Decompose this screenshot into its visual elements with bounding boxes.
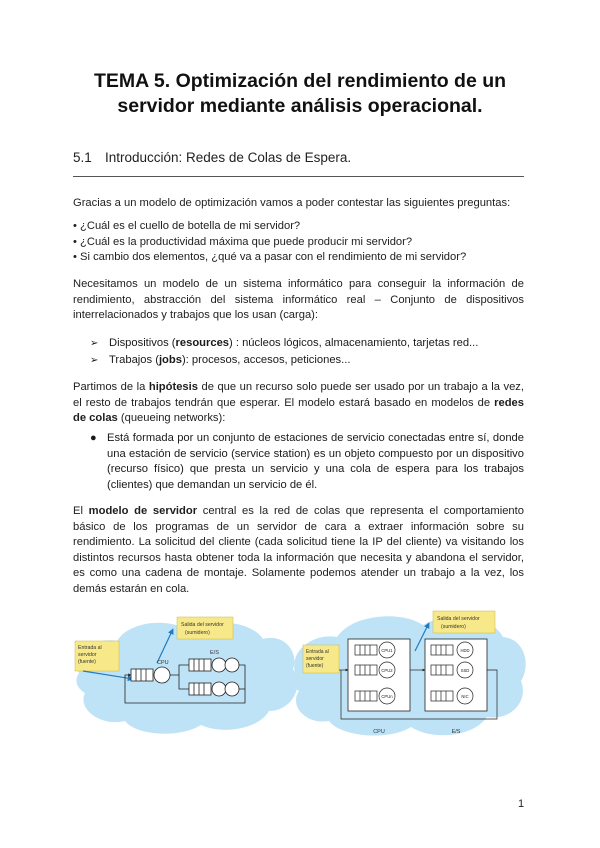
sink-label-line: (sumidero): [441, 624, 466, 630]
title-line-2: servidor mediante análisis operacional.: [117, 95, 483, 117]
cpu-queue: [131, 669, 153, 681]
sink-label-line: Salida del servidor: [181, 622, 224, 628]
cpu-server-label: CPUn: [381, 694, 393, 699]
question-item: • ¿Cuál es la productividad máxima que puede producir mi servidor?: [73, 235, 413, 248]
io-label: E/S: [210, 650, 219, 656]
io-queue: [189, 683, 211, 695]
question-item: • ¿Cuál es el cuello de botella de mi servidor?: [73, 220, 301, 232]
source-label-line: servidor: [78, 652, 97, 658]
cpu-server: [154, 667, 170, 683]
io-server: [225, 658, 239, 672]
source-label-line: (fuente): [78, 659, 96, 665]
source-label-line: servidor: [306, 656, 324, 662]
queueing-network-figure: [73, 603, 528, 749]
source-label-line: Entrada al: [78, 645, 102, 651]
disk-server-label: NIC: [461, 694, 469, 699]
definition-bullet: ● Está formada por un conjunto de estaciones de servicio conectadas entre sí, donde una estación de servicio (service station) es un objeto compuesto por un dispositivo (recurso físico) que presta un servicio y una cola de espera para los trabajos (clientes) que demandan un servicio de él.: [90, 432, 524, 491]
title-line-1: TEMA 5. Optimización del rendimiento de un: [93, 70, 507, 92]
question-list: [73, 219, 524, 266]
multi-server-diagram: [291, 611, 526, 736]
hypothesis-paragraph: Partimos de la hipótesis de que un recurso solo puede ser usado por un trabajo a la vez, el resto de trabajos tendrán que esperar. El modelo estará basado en modelos de redes de colas (queueing networks):: [73, 381, 525, 425]
cpu-server-label: CPU2: [381, 668, 393, 673]
arrow-bullet-icon: ➢: [90, 355, 99, 366]
io-server: [212, 682, 226, 696]
page-number: 1: [518, 798, 525, 810]
section-divider: [73, 176, 524, 177]
disk-server-label: HDD: [460, 648, 470, 653]
cloud-shape: [77, 623, 298, 734]
sink-label-line: (sumidero): [185, 630, 210, 636]
io-server: [225, 682, 239, 696]
source-label-line: (fuente): [306, 663, 324, 669]
page-title: [60, 69, 540, 119]
cpu-label: CPU: [157, 660, 169, 666]
server-paragraph: El modelo de servidor central es la red de colas que representa el comportamiento básico de los programas de un servidor de cara a extraer información sobre su rendimiento. La solicitud del cliente (cada solicitud tiene la IP del cliente) va visitando los distintos recursos hasta obtener toda la información que necesita y abandona el servidor, es como una cadena de montaje. Solamente podemos atender un trabajo a la vez, los demás estarán en cola.: [73, 505, 524, 595]
io-group-label: E/S: [451, 729, 461, 735]
intro-paragraph: Gracias a un modelo de optimización vamos a poder contestar las siguientes preguntas:: [73, 197, 511, 209]
list-item: ➢ Trabajos (jobs): procesos, accesos, peticiones...: [90, 352, 520, 369]
sink-label-line: Salida del servidor: [437, 616, 480, 622]
resource-list: [90, 335, 520, 369]
section-heading: [73, 150, 351, 165]
list-item: ➢ Dispositivos (resources) : núcleos lógicos, almacenamiento, tarjetas red...: [90, 335, 520, 352]
question-item: • Si cambio dos elementos, ¿qué va a pasar con el rendimiento de mi servidor?: [73, 251, 467, 264]
single-server-diagram: [75, 617, 297, 734]
io-queue: [189, 659, 211, 671]
disk-server-label: SSD: [460, 668, 470, 673]
cpu-group-label: CPU: [373, 729, 385, 735]
source-label-line: Entrada al: [306, 649, 329, 655]
section-title: Introducción: Redes de Colas de Espera.: [105, 150, 352, 165]
cpu-server-label: CPU1: [381, 648, 393, 653]
bullet-dot-icon: ●: [90, 432, 97, 444]
section-number: 5.1: [73, 150, 92, 165]
model-paragraph: Necesitamos un modelo de un sistema informático para conseguir la información de rendimiento, abstracción del sistema informático real – Conjunto de dispositivos interrelacionados y trabajos que los usan (carga):: [73, 278, 524, 322]
arrow-bullet-icon: ➢: [90, 338, 99, 349]
io-server: [212, 658, 226, 672]
